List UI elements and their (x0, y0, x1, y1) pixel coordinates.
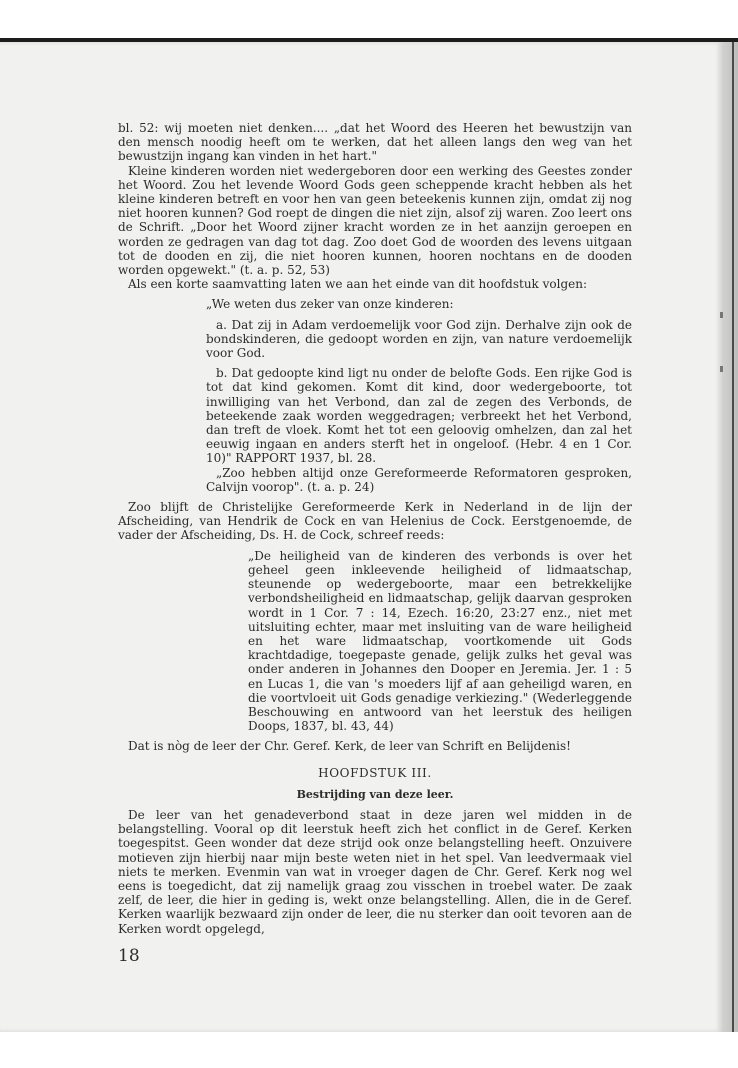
paragraph-kleine-kinderen: Kleine kinderen worden niet wedergeboren door een werking des Geestes zonder het Woord. Zou het levende Woord Gods geen scheppende kracht hebben als het kleine kinderen betreft en voor hen van geen beteekenis kunnen zijn, omdat zij nog niet hooren kunnen? God roept de dingen die niet zijn, alsof zij waren. Zoo leert ons de Schrift. „Door het Woord zijner kracht worden ze in het aanzijn geroepen en worden ze gedragen van dag tot dag. Zoo doet God de woorden des levens uitgaan tot de dooden en zij, die niet hooren kunnen, hooren nochtans en de dooden worden opgewekt." (t. a. p. 52, 53) (118, 163, 632, 278)
margin-speck (720, 312, 723, 318)
book-spine-line (732, 42, 734, 1032)
quote-reformers: „Zoo hebben altijd onze Gereformeerde Reformatoren gesproken, Calvijn voorop". (t. a. p. 24) (206, 465, 632, 494)
paragraph-conclusion: Dat is nòg de leer der Chr. Geref. Kerk, de leer van Schrift en Belijdenis! (128, 739, 571, 754)
margin-speck (720, 366, 723, 372)
page-number: 18 (118, 946, 140, 966)
page-right-edge (722, 42, 738, 1032)
paragraph-quote-continuation: bl. 52: wij moeten niet denken.... „dat het Woord des Heeren het bewustzijn van den mensch noodig heeft om te werken, dat het alleen langs den weg van het bewustzijn ingang kan vinden in het hart." (118, 121, 632, 164)
quote-de-cock: „De heiligheid van de kinderen des verbonds is over het geheel geen inkleevende heiligheid of lidmaatschap, steunende op wedergeboorte, maar een betrekkelijke verbondsheiligheid en lidmaatschap, gelijk daarvan gesproken wordt in 1 Cor. 7 : 14, Ezech. 16:20, 23:27 enz., niet met uitsluiting echter, maar met insluiting van de ware heiligheid en het ware lidmaatschap, voortkomende uit Gods krachtdadige, toegepaste genade, gelijk zulks het geval was onder anderen in Johannes den Dooper en Jeremia. Jer. 1 : 5 en Lucas 1, die van 's moeders lijf af aan geheiligd waren, en die voortvloeit uit Gods genadige verkiezing." (Wederleggende Beschouwing en antwoord van het leerstuk des heiligen Doops, 1837, bl. 43, 44) (248, 548, 632, 734)
paragraph-genadeverbond: De leer van het genadeverbond staat in deze jaren wel midden in de belangstelling. Vooral op dit leerstuk heeft zich het conflict in de Geref. Kerken toegespitst. Geen wonder dat deze strijd ook onze belangstelling heeft. Onzuivere motieven zijn hierbij naar mijn beste weten niet in het spel. Van leedvermaak viel niets te merken. Evenmin van wat in vroeger dagen de Chr. Geref. Kerk nog wel eens is toegedicht, dat zij namelijk graag zou visschen in troebel water. De zaak zelf, de leer, die hier in geding is, wekt onze belangstelling. Allen, die in de Geref. Kerken waarlijk bezwaard zijn onder de leer, die nu sterker dan ooit tevoren aan de Kerken wordt opgelegd, (118, 807, 632, 936)
page-text-block (118, 121, 632, 936)
paragraph-summary-intro: Als een korte saamvatting laten we aan het einde van dit hoofdstuk volgen: (128, 277, 588, 292)
quote-point-a: a. Dat zij in Adam verdoemelijk voor God zijn. Derhalve zijn ook de bondskinderen, die gedoopt worden en zijn, van nature verdoemelijk voor God. (206, 317, 632, 361)
quote-intro: „We weten dus zeker van onze kinderen: (206, 297, 454, 312)
chapter-heading: HOOFDSTUK III. (318, 765, 432, 780)
paragraph-afscheiding: Zoo blijft de Christelijke Gereformeerde Kerk in Nederland in de lijn der Afscheiding, van Hendrik de Cock en van Helenius de Cock. Eerstgenoemde, de vader der Afscheiding, Ds. H. de Cock, schreef reeds: (118, 500, 632, 543)
quote-point-b: b. Dat gedoopte kind ligt nu onder de belofte Gods. Een rijke God is tot dat kind gekomen. Komt dit kind, door wedergeboorte, tot inwilliging van het Verbond, dan zal de zegen des Verbonds, de beteekende zaak worden weggedragen; verbreekt het het Verbond, dan treft de vloek. Komt het tot een geloovig omhelzen, dan zal het eeuwig ingaan en anders sterft het in ongeloof. (Hebr. 4 en 1 Cor. 10)" RAPPORT 1937, bl. 28. (206, 366, 632, 466)
section-heading: Bestrijding van deze leer. (296, 787, 454, 801)
